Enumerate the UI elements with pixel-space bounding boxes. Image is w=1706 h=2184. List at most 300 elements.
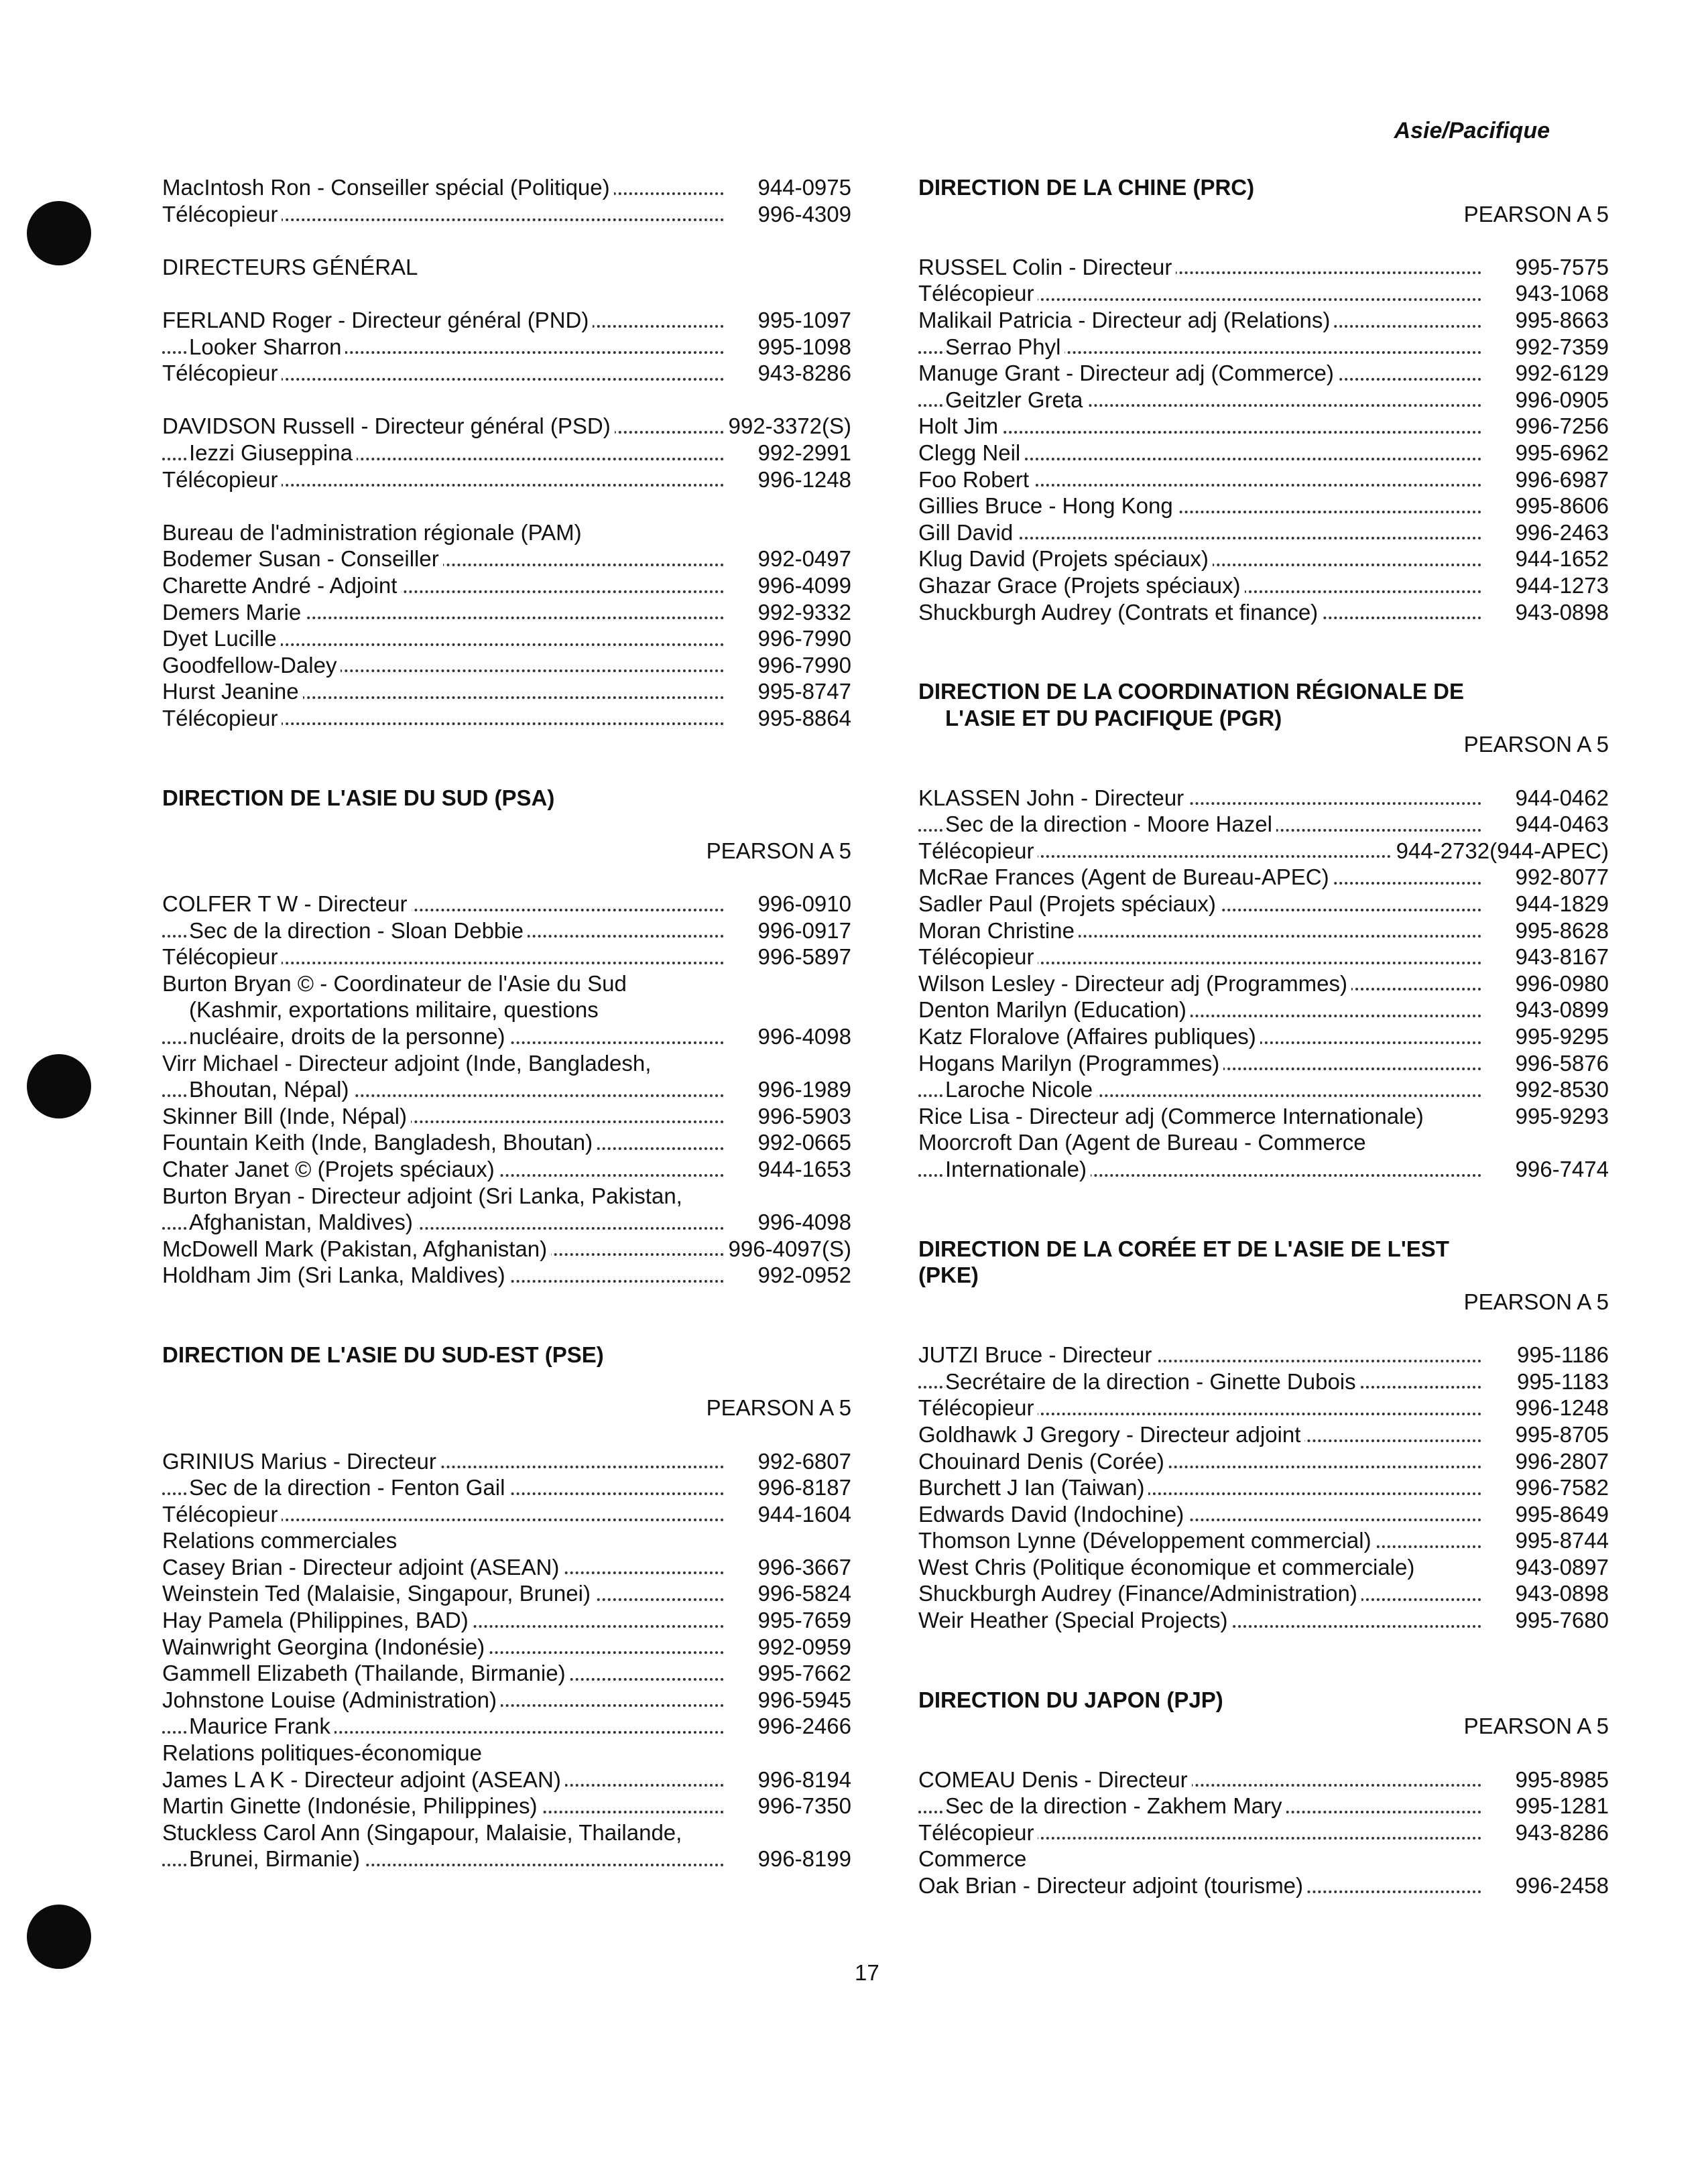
directory-text-line xyxy=(162,1527,851,1554)
directory-text-line xyxy=(162,1183,851,1210)
entry-name: Internationale) xyxy=(945,1157,1091,1181)
phone-number: 995-7659 xyxy=(754,1607,851,1634)
phone-number: 995-8985 xyxy=(1512,1767,1609,1793)
entry-name: Gill David xyxy=(918,520,1017,545)
location-line xyxy=(162,1395,851,1421)
phone-number: 992-0952 xyxy=(754,1262,851,1289)
directory-entry xyxy=(918,1050,1609,1077)
entry-name: Télécopieur xyxy=(918,1395,1038,1420)
entry-name: JUTZI Bruce - Directeur xyxy=(918,1342,1156,1367)
spacer xyxy=(918,1660,1609,1687)
office-location: PEARSON A 5 xyxy=(1463,1714,1609,1739)
entry-name: Wainwright Georgina (Indonésie) xyxy=(162,1634,489,1659)
phone-number: 996-4098 xyxy=(754,1023,851,1050)
spacer xyxy=(162,1289,851,1315)
directory-entry xyxy=(162,1474,851,1501)
directory-entry xyxy=(918,280,1609,307)
entry-name: COMEAU Denis - Directeur xyxy=(918,1767,1192,1792)
directory-entry xyxy=(162,1156,851,1183)
heading-text: DIRECTION DE LA CHINE (PRC) xyxy=(918,175,1258,200)
phone-number: 995-1097 xyxy=(754,307,851,334)
phone-number: 995-8606 xyxy=(1512,493,1609,519)
entry-name: Dyet Lucille xyxy=(162,626,281,651)
page-number: 17 xyxy=(855,1960,879,1985)
directory-entry xyxy=(918,891,1609,917)
phone-number: 996-7256 xyxy=(1512,413,1609,440)
heading-text: DIRECTION DE LA CORÉE ET DE L'ASIE DE L'EST xyxy=(918,1236,1453,1261)
entry-name: Burchett J Ian (Taiwan) xyxy=(918,1475,1148,1500)
entry-name: Télécopieur xyxy=(162,706,282,730)
phone-number: 996-7990 xyxy=(754,625,851,652)
directory-entry xyxy=(162,307,851,334)
entry-name: nucléaire, droits de la personne) xyxy=(189,1024,509,1049)
directory-entry xyxy=(918,1368,1609,1395)
entry-name: Relations commerciales xyxy=(162,1528,401,1553)
entry-name: Manuge Grant - Directeur adj (Commerce) xyxy=(918,361,1338,385)
entry-name: Klug David (Projets spéciaux) xyxy=(918,546,1213,571)
entry-name: McRae Frances (Agent de Bureau-APEC) xyxy=(918,864,1333,889)
entry-name: West Chris (Politique économique et commerciale) xyxy=(918,1555,1418,1580)
phone-number: 944-2732(944-APEC) xyxy=(1392,838,1609,864)
phone-number: 996-4097(S) xyxy=(725,1236,851,1263)
directory-entry xyxy=(918,519,1609,546)
directory-entry xyxy=(918,1474,1609,1501)
directory-entry xyxy=(918,1103,1609,1130)
directory-entry xyxy=(162,891,851,917)
phone-number: 996-5945 xyxy=(754,1687,851,1714)
phone-number: 944-1653 xyxy=(754,1156,851,1183)
entry-name: Goldhawk J Gregory - Directeur adjoint xyxy=(918,1422,1304,1447)
phone-number: 992-0959 xyxy=(754,1634,851,1661)
phone-number: 996-8187 xyxy=(754,1474,851,1501)
directory-entry xyxy=(918,1076,1609,1103)
phone-number: 995-1183 xyxy=(1513,1368,1609,1395)
office-location: PEARSON A 5 xyxy=(1463,201,1609,227)
directory-entry xyxy=(918,360,1609,387)
entry-name: Weir Heather (Special Projects) xyxy=(918,1608,1232,1632)
directory-entry xyxy=(162,1634,851,1661)
directory-text-line xyxy=(918,1129,1609,1156)
entry-name: Bodemer Susan - Conseiller xyxy=(162,546,443,571)
directory-entry xyxy=(162,1713,851,1740)
phone-number: 996-3667 xyxy=(754,1554,851,1581)
binder-hole-bottom xyxy=(27,1905,91,1969)
directory-text-line xyxy=(162,254,851,281)
location-line xyxy=(162,838,851,864)
entry-name: Moorcroft Dan (Agent de Bureau - Commerce xyxy=(918,1130,1370,1155)
directory-entry xyxy=(162,1554,851,1581)
entry-name: Chater Janet © (Projets spéciaux) xyxy=(162,1157,499,1181)
directory-entry xyxy=(918,1023,1609,1050)
entry-name: Foo Robert xyxy=(918,467,1033,492)
entry-name: Geitzler Greta xyxy=(945,387,1087,412)
entry-name: James L A K - Directeur adjoint (ASEAN) xyxy=(162,1767,565,1792)
directory-entry xyxy=(162,625,851,652)
directory-entry xyxy=(918,599,1609,626)
entry-name: Gillies Bruce - Hong Kong xyxy=(918,493,1177,518)
entry-name: Sec de la direction - Moore Hazel xyxy=(945,812,1276,836)
directory-entry xyxy=(918,1580,1609,1607)
directory-text-line xyxy=(918,1846,1609,1872)
phone-number: 996-7350 xyxy=(754,1793,851,1819)
entry-name: Edwards David (Indochine) xyxy=(918,1502,1188,1527)
directory-entry xyxy=(162,545,851,572)
section-heading xyxy=(918,1262,1609,1289)
entry-name: KLASSEN John - Directeur xyxy=(918,785,1188,810)
entry-name: Serrao Phyl xyxy=(945,334,1064,359)
phone-number: 995-8705 xyxy=(1512,1421,1609,1448)
entry-name: Goodfellow-Daley xyxy=(162,653,341,678)
entry-name: Shuckburgh Audrey (Contrats et finance) xyxy=(918,600,1322,625)
directory-entry xyxy=(918,917,1609,944)
directory-entry xyxy=(918,838,1609,864)
entry-name: Sec de la direction - Fenton Gail xyxy=(189,1475,509,1500)
spacer xyxy=(918,1315,1609,1342)
right-column xyxy=(918,174,1609,1899)
entry-name: Télécopieur xyxy=(162,202,282,227)
phone-number: 996-7582 xyxy=(1512,1474,1609,1501)
entry-name: Télécopieur xyxy=(918,838,1038,863)
entry-name: Ghazar Grace (Projets spéciaux) xyxy=(918,573,1245,598)
entry-name: Télécopieur xyxy=(162,467,282,492)
entry-name: RUSSEL Colin - Directeur xyxy=(918,255,1176,279)
directory-entry xyxy=(918,1872,1609,1899)
directory-entry xyxy=(918,1342,1609,1368)
directory-text-line xyxy=(162,1050,851,1077)
spacer xyxy=(162,864,851,891)
directory-entry xyxy=(162,1660,851,1687)
entry-name: Bhoutan, Népal) xyxy=(189,1077,353,1102)
entry-name: Sec de la direction - Sloan Debbie xyxy=(189,918,528,943)
entry-name: Skinner Bill (Inde, Népal) xyxy=(162,1104,411,1129)
location-line xyxy=(918,731,1609,758)
phone-number: 995-1281 xyxy=(1512,1793,1609,1819)
phone-number: 944-1829 xyxy=(1512,891,1609,917)
directory-entry xyxy=(162,1103,851,1130)
directory-entry xyxy=(918,1819,1609,1846)
directory-entry xyxy=(918,811,1609,838)
heading-text: L'ASIE ET DU PACIFIQUE (PGR) xyxy=(945,706,1286,730)
phone-number: 995-8747 xyxy=(754,678,851,705)
phone-number: 992-3372(S) xyxy=(725,413,851,440)
directory-entry xyxy=(162,1129,851,1156)
entry-name: Maurice Frank xyxy=(189,1714,334,1738)
phone-number: 996-8199 xyxy=(754,1846,851,1872)
directory-entry xyxy=(162,678,851,705)
spacer xyxy=(918,1740,1609,1767)
location-line xyxy=(918,1713,1609,1740)
phone-number: 996-2807 xyxy=(1512,1448,1609,1475)
directory-entry xyxy=(162,1023,851,1050)
spacer xyxy=(918,1634,1609,1661)
entry-name: Moran Christine xyxy=(918,918,1079,943)
spacer xyxy=(162,1368,851,1395)
entry-name: Laroche Nicole xyxy=(945,1077,1097,1102)
phone-number: 944-0462 xyxy=(1512,785,1609,812)
directory-entry xyxy=(162,334,851,361)
phone-number: 944-1652 xyxy=(1512,545,1609,572)
directory-entry xyxy=(162,1501,851,1528)
directory-entry xyxy=(918,970,1609,997)
entry-name: Commerce xyxy=(918,1846,1030,1871)
directory-entry xyxy=(162,1209,851,1236)
directory-entry xyxy=(162,572,851,599)
entry-name: FERLAND Roger - Directeur général (PND) xyxy=(162,308,593,332)
phone-number: 995-1098 xyxy=(754,334,851,361)
directory-entry xyxy=(918,1793,1609,1819)
office-location: PEARSON A 5 xyxy=(706,1395,851,1421)
entry-name: Charette André - Adjoint xyxy=(162,573,401,598)
directory-entry xyxy=(162,466,851,493)
phone-number: 996-1248 xyxy=(754,466,851,493)
binder-hole-middle xyxy=(27,1054,91,1118)
heading-text: DIRECTION DU JAPON (PJP) xyxy=(918,1687,1227,1712)
spacer xyxy=(162,1315,851,1342)
directory-entry xyxy=(918,387,1609,413)
phone-number: 996-8194 xyxy=(754,1767,851,1793)
entry-name: Shuckburgh Audrey (Finance/Administration) xyxy=(918,1581,1361,1606)
phone-number: 996-7474 xyxy=(1512,1156,1609,1183)
phone-number: 996-0917 xyxy=(754,917,851,944)
phone-number: 996-1248 xyxy=(1512,1395,1609,1421)
entry-name: Télécopieur xyxy=(918,944,1038,969)
phone-number: 944-0975 xyxy=(754,174,851,201)
directory-text-line xyxy=(162,1819,851,1846)
directory-entry xyxy=(162,1076,851,1103)
directory-entry xyxy=(918,493,1609,519)
section-heading xyxy=(918,678,1609,705)
directory-entry xyxy=(918,307,1609,334)
spacer xyxy=(162,493,851,519)
phone-number: 996-0910 xyxy=(754,891,851,917)
directory-entry xyxy=(918,1501,1609,1528)
spacer xyxy=(162,811,851,838)
spacer xyxy=(918,1183,1609,1210)
phone-number: 995-7575 xyxy=(1512,254,1609,281)
entry-name: Clegg Neil xyxy=(918,440,1024,465)
directory-entry xyxy=(162,174,851,201)
spacer xyxy=(918,652,1609,679)
page-header: Asie/Pacifique xyxy=(1394,118,1550,143)
phone-number: 943-1068 xyxy=(1512,280,1609,307)
phone-number: 992-0497 xyxy=(754,545,851,572)
directory-entry xyxy=(918,1554,1609,1581)
entry-name: Iezzi Giuseppina xyxy=(189,440,357,465)
entry-name: Katz Floralove (Affaires publiques) xyxy=(918,1024,1260,1049)
spacer xyxy=(162,731,851,758)
entry-name: Looker Sharron xyxy=(189,334,345,359)
spacer xyxy=(162,227,851,254)
heading-text: DIRECTION DE L'ASIE DU SUD (PSA) xyxy=(162,785,558,810)
spacer xyxy=(162,280,851,307)
entry-name: Relations politiques-économique xyxy=(162,1740,486,1765)
directory-entry xyxy=(162,1687,851,1714)
entry-name: Stuckless Carol Ann (Singapour, Malaisie, Thailande, xyxy=(162,1820,686,1845)
entry-name: Weinstein Ted (Malaisie, Singapour, Brunei) xyxy=(162,1581,595,1606)
phone-number: 996-5903 xyxy=(754,1103,851,1130)
left-column xyxy=(162,174,851,1872)
phone-number: 996-1989 xyxy=(754,1076,851,1103)
entry-name: Sadler Paul (Projets spéciaux) xyxy=(918,891,1220,916)
phone-number: 992-2991 xyxy=(754,440,851,466)
directory-entry xyxy=(918,254,1609,281)
directory-entry xyxy=(162,1607,851,1634)
phone-number: 944-0463 xyxy=(1512,811,1609,838)
phone-number: 995-9293 xyxy=(1512,1103,1609,1130)
location-line xyxy=(918,1289,1609,1315)
entry-name: Casey Brian - Directeur adjoint (ASEAN) xyxy=(162,1555,563,1580)
phone-number: 943-8286 xyxy=(754,360,851,387)
entry-name: Télécopieur xyxy=(162,1502,282,1527)
directory-entry xyxy=(162,705,851,732)
directory-entry xyxy=(918,334,1609,361)
entry-name: Martin Ginette (Indonésie, Philippines) xyxy=(162,1793,541,1818)
phone-number: 996-0905 xyxy=(1512,387,1609,413)
entry-name: (Kashmir, exportations militaire, questions xyxy=(189,997,603,1022)
entry-name: COLFER T W - Directeur xyxy=(162,891,412,916)
entry-name: Chouinard Denis (Corée) xyxy=(918,1449,1168,1474)
entry-name: GRINIUS Marius - Directeur xyxy=(162,1449,440,1474)
phone-number: 995-7662 xyxy=(754,1660,851,1687)
location-line xyxy=(918,201,1609,228)
heading-text: (PKE) xyxy=(918,1263,983,1287)
directory-text-line xyxy=(162,970,851,997)
directory-entry xyxy=(162,413,851,440)
section-heading xyxy=(162,1342,851,1368)
directory-entry xyxy=(162,917,851,944)
phone-number: 996-0980 xyxy=(1512,970,1609,997)
phone-number: 992-9332 xyxy=(754,599,851,626)
section-heading xyxy=(918,1236,1609,1263)
directory-entry xyxy=(162,599,851,626)
entry-name: Holt Jim xyxy=(918,413,1002,438)
entry-name: Hay Pamela (Philippines, BAD) xyxy=(162,1608,473,1632)
directory-entry xyxy=(162,1580,851,1607)
entry-name: Demers Marie xyxy=(162,600,305,625)
directory-entry xyxy=(918,1527,1609,1554)
directory-text-line xyxy=(162,519,851,546)
entry-name: Bureau de l'administration régionale (PAM) xyxy=(162,520,586,545)
entry-name: Denton Marilyn (Education) xyxy=(918,997,1191,1022)
entry-name: Burton Bryan - Directeur adjoint (Sri Lanka, Pakistan, xyxy=(162,1183,686,1208)
directory-entry xyxy=(918,1607,1609,1634)
phone-number: 944-1273 xyxy=(1512,572,1609,599)
entry-name: Malikail Patricia - Directeur adj (Relations) xyxy=(918,308,1334,332)
entry-name: Rice Lisa - Directeur adj (Commerce Internationale) xyxy=(918,1104,1428,1129)
directory-entry xyxy=(162,1236,851,1263)
section-heading xyxy=(162,785,851,812)
entry-name: Johnstone Louise (Administration) xyxy=(162,1687,501,1712)
phone-number: 996-4099 xyxy=(754,572,851,599)
phone-number: 943-8286 xyxy=(1512,1819,1609,1846)
phone-number: 992-0665 xyxy=(754,1129,851,1156)
section-heading xyxy=(918,705,1609,732)
phone-number: 996-2463 xyxy=(1512,519,1609,546)
phone-number: 992-8077 xyxy=(1512,864,1609,891)
phone-number: 995-8663 xyxy=(1512,307,1609,334)
phone-number: 944-1604 xyxy=(754,1501,851,1528)
entry-name: Wilson Lesley - Directeur adj (Programmes) xyxy=(918,971,1351,996)
phone-number: 943-0899 xyxy=(1512,997,1609,1023)
directory-entry xyxy=(162,360,851,387)
entry-name: Brunei, Birmanie) xyxy=(189,1846,364,1871)
office-location: PEARSON A 5 xyxy=(1463,1289,1609,1314)
directory-entry xyxy=(918,413,1609,440)
phone-number: 996-4309 xyxy=(754,201,851,228)
directory-entry xyxy=(162,944,851,970)
directory-entry xyxy=(918,785,1609,812)
binder-hole-top xyxy=(27,201,91,265)
entry-name: Gammell Elizabeth (Thailande, Birmanie) xyxy=(162,1661,570,1685)
entry-name: MacIntosh Ron - Conseiller spécial (Politique) xyxy=(162,175,614,200)
directory-entry xyxy=(918,1421,1609,1448)
directory-entry xyxy=(918,545,1609,572)
entry-name: Hurst Jeanine xyxy=(162,679,303,704)
directory-entry xyxy=(918,1395,1609,1421)
entry-name: Virr Michael - Directeur adjoint (Inde, Bangladesh, xyxy=(162,1051,655,1076)
directory-entry xyxy=(918,1156,1609,1183)
directory-entry xyxy=(918,466,1609,493)
entry-name: Afghanistan, Maldives) xyxy=(189,1210,417,1234)
entry-name: Holdham Jim (Sri Lanka, Maldives) xyxy=(162,1263,509,1287)
phone-number: 995-9295 xyxy=(1512,1023,1609,1050)
directory-entry xyxy=(918,440,1609,466)
office-location: PEARSON A 5 xyxy=(706,838,851,863)
phone-number: 992-6129 xyxy=(1512,360,1609,387)
entry-name: Fountain Keith (Inde, Bangladesh, Bhoutan) xyxy=(162,1130,597,1155)
spacer xyxy=(918,1209,1609,1236)
phone-number: 996-6987 xyxy=(1512,466,1609,493)
phone-number: 995-8649 xyxy=(1512,1501,1609,1528)
directory-entry xyxy=(162,652,851,679)
phone-number: 995-8628 xyxy=(1512,917,1609,944)
directory-entry xyxy=(162,1262,851,1289)
directory-entry xyxy=(162,440,851,466)
spacer xyxy=(162,1421,851,1448)
phone-number: 995-7680 xyxy=(1512,1607,1609,1634)
entry-name: Oak Brian - Directeur adjoint (tourisme) xyxy=(918,1873,1307,1898)
office-location: PEARSON A 5 xyxy=(1463,732,1609,757)
phone-number: 992-8530 xyxy=(1512,1076,1609,1103)
phone-number: 943-0898 xyxy=(1512,1580,1609,1607)
phone-number: 996-2458 xyxy=(1512,1872,1609,1899)
phone-number: 992-6807 xyxy=(754,1448,851,1475)
phone-number: 995-8744 xyxy=(1512,1527,1609,1554)
phone-number: 996-5824 xyxy=(754,1580,851,1607)
phone-number: 995-8864 xyxy=(754,705,851,732)
phone-number: 943-0898 xyxy=(1512,599,1609,626)
directory-entry xyxy=(162,201,851,228)
entry-name: Télécopieur xyxy=(162,361,282,385)
entry-name: Hogans Marilyn (Programmes) xyxy=(918,1051,1223,1076)
entry-name: DIRECTEURS GÉNÉRAL xyxy=(162,255,422,279)
spacer xyxy=(918,227,1609,254)
directory-entry xyxy=(162,1767,851,1793)
phone-number: 996-2466 xyxy=(754,1713,851,1740)
entry-name: McDowell Mark (Pakistan, Afghanistan) xyxy=(162,1236,551,1261)
directory-entry xyxy=(918,864,1609,891)
phone-number: 992-7359 xyxy=(1512,334,1609,361)
entry-name: Sec de la direction - Zakhem Mary xyxy=(945,1793,1286,1818)
directory-entry xyxy=(918,997,1609,1023)
phone-number: 996-5876 xyxy=(1512,1050,1609,1077)
directory-entry xyxy=(162,1448,851,1475)
phone-number: 943-8167 xyxy=(1512,944,1609,970)
entry-name: Secrétaire de la direction - Ginette Dubois xyxy=(945,1369,1360,1394)
directory-text-line xyxy=(162,997,851,1023)
entry-name: Télécopieur xyxy=(162,944,282,969)
directory-entry xyxy=(162,1846,851,1872)
